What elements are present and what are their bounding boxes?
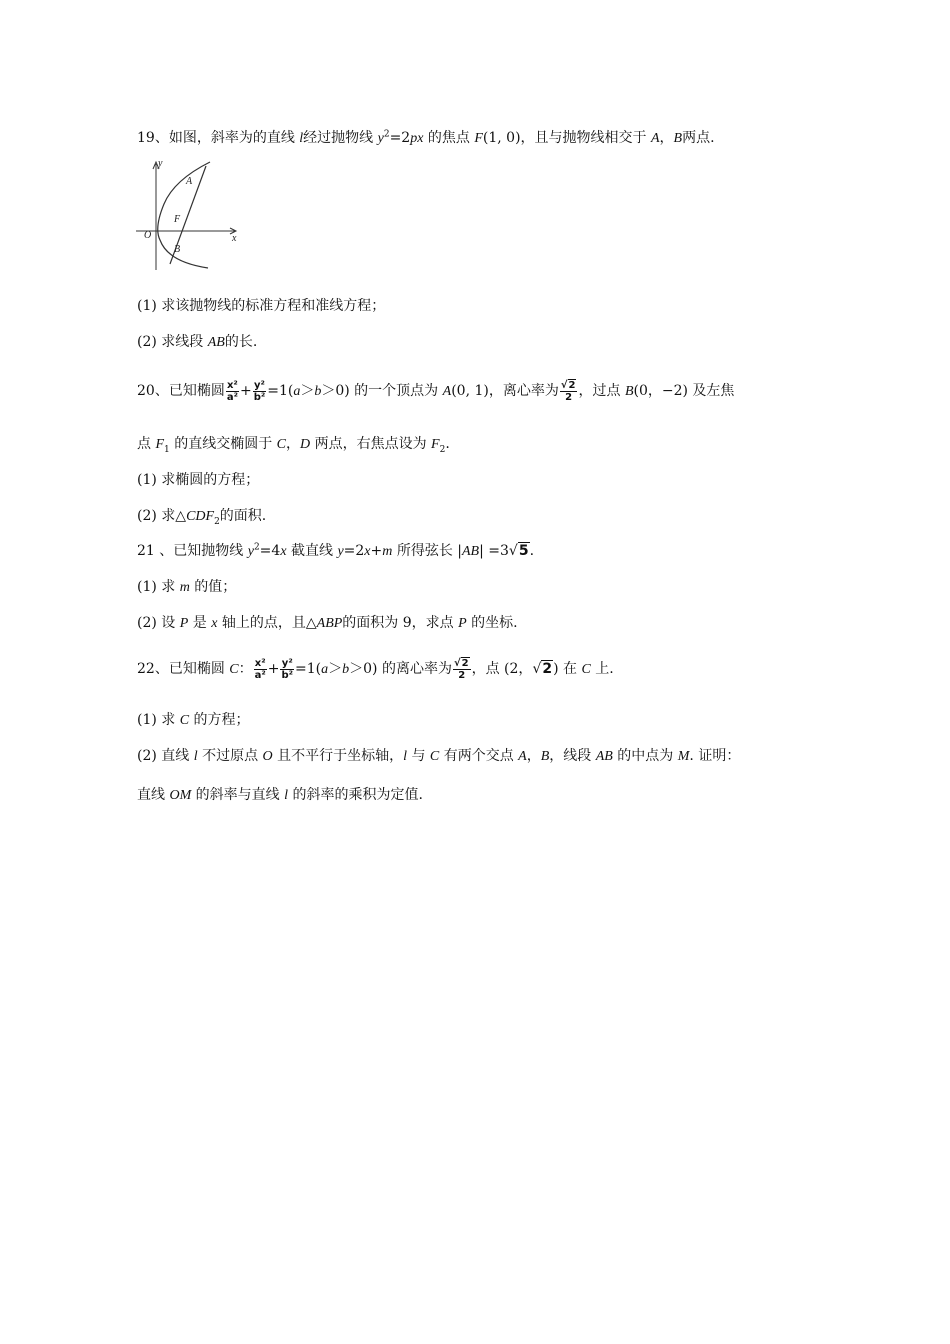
- text: (1) 求: [137, 712, 180, 728]
- var-ABP: ABP: [316, 616, 343, 631]
- text: ＞0) 的离心率为: [349, 661, 452, 677]
- text: 直线: [137, 787, 170, 803]
- numerator: x²: [226, 379, 238, 391]
- text: 经过抛物线: [303, 130, 378, 146]
- var-a: a: [293, 384, 301, 399]
- numerator: [453, 658, 471, 670]
- text: 两点，右焦点设为: [310, 436, 432, 452]
- fraction-x2-a2: [254, 658, 267, 681]
- var-C: C: [179, 713, 190, 728]
- var-AB: AB: [595, 749, 613, 764]
- q22-part1: [137, 710, 250, 731]
- text: (1) 求: [137, 579, 180, 595]
- text: ＞0) 的一个顶点为: [321, 383, 443, 399]
- var-b: b: [342, 662, 350, 677]
- var-l: l: [284, 788, 289, 803]
- var-a: a: [321, 662, 329, 677]
- text: ，: [286, 436, 300, 452]
- var-B: B: [624, 384, 634, 399]
- q22-part2: [137, 746, 740, 767]
- text: +: [370, 543, 383, 559]
- sqrt-5: √5: [508, 543, 529, 559]
- numerator: x²: [254, 657, 266, 669]
- var-AB: AB: [462, 544, 480, 559]
- text: 20、已知椭圆: [137, 383, 225, 399]
- text: 截直线: [286, 543, 338, 559]
- var-x: x: [280, 544, 287, 559]
- var-l: l: [299, 131, 304, 146]
- q19-part1: (1) 求该抛物线的标准方程和准线方程；: [137, 298, 386, 314]
- text: 有两个交点: [439, 748, 519, 764]
- text: 的斜率与直线: [191, 787, 285, 803]
- numerator: y²: [254, 379, 265, 391]
- text: +: [239, 383, 252, 399]
- var-m: m: [179, 580, 190, 595]
- text: ＞: [300, 383, 315, 399]
- text: =4: [259, 543, 281, 559]
- var-A: A: [518, 749, 527, 764]
- text: | =3: [479, 543, 509, 559]
- text: .: [529, 543, 535, 559]
- denominator: b²: [253, 391, 266, 403]
- fraction-y2-b2: [253, 380, 267, 403]
- var-CDF: CDF: [186, 509, 215, 524]
- q22-part2-line2: [137, 785, 423, 806]
- text: 的斜率的乘积为定值.: [288, 787, 423, 803]
- denominator: b²: [281, 669, 294, 681]
- var-F1: F: [155, 437, 165, 452]
- text: +: [267, 661, 280, 677]
- text: ，: [659, 130, 674, 146]
- text: =1(: [267, 383, 294, 399]
- var-A: A: [442, 384, 452, 399]
- parabola-figure: [136, 158, 242, 270]
- radicand: 2: [542, 661, 553, 677]
- text: ，点 (2，: [471, 661, 533, 677]
- text: ，线段: [549, 748, 596, 764]
- text: 的中点为: [612, 748, 678, 764]
- text: 的直线交椭圆于: [169, 436, 277, 452]
- text: (2) 设: [137, 615, 180, 631]
- denominator: 2: [458, 669, 466, 681]
- var-B: B: [673, 131, 683, 146]
- label-x: x: [232, 233, 237, 244]
- label-A: A: [186, 176, 193, 187]
- q21-part1: [137, 577, 236, 598]
- fraction-x2-a2: [226, 380, 239, 403]
- text: . 证明：: [689, 748, 741, 764]
- var-F2: F: [431, 437, 440, 452]
- q20-stem-line2: [137, 434, 450, 455]
- sqrt: √2: [453, 657, 469, 669]
- numerator: y²: [281, 657, 293, 669]
- var-y: y: [337, 544, 344, 559]
- text: (0，−2): [633, 383, 688, 399]
- label-y: y: [158, 158, 163, 169]
- denominator: a²: [254, 669, 266, 681]
- sqrt: √2: [560, 379, 576, 391]
- text: =2: [389, 130, 411, 146]
- var-F: F: [474, 131, 483, 146]
- fraction-sqrt2-2: [560, 380, 578, 403]
- text: (2) 求△: [137, 508, 187, 524]
- text: 上.: [590, 661, 614, 677]
- var-A: A: [650, 131, 660, 146]
- q19-part2: [137, 332, 257, 353]
- var-M: M: [677, 749, 690, 764]
- sqrt-2: √2: [532, 661, 553, 677]
- text: 及左焦: [687, 383, 735, 399]
- var-AB: AB: [207, 335, 225, 350]
- var-x: x: [364, 544, 371, 559]
- text: =2: [343, 543, 365, 559]
- text: ，: [526, 748, 541, 764]
- text: 轴上的点，且△: [217, 615, 317, 631]
- subscript: 2: [439, 444, 446, 455]
- fraction-y2-b2: [280, 658, 294, 681]
- label-F: F: [174, 214, 181, 225]
- exponent: 2: [383, 129, 390, 140]
- var-P: P: [179, 616, 189, 631]
- text: 的坐标.: [466, 615, 518, 631]
- text: 的长.: [224, 334, 258, 350]
- var-l: l: [403, 749, 407, 764]
- text: 所得弦长 |: [392, 543, 462, 559]
- exponent: 2: [253, 542, 260, 553]
- var-P: P: [458, 616, 467, 631]
- text: 不过原点: [197, 748, 263, 764]
- text: 的值；: [189, 579, 237, 595]
- var-O: O: [262, 749, 273, 764]
- var-C: C: [276, 437, 286, 452]
- text: .: [445, 436, 450, 452]
- radicand: 2: [461, 657, 469, 669]
- denominator: 2: [565, 391, 573, 403]
- text: 是: [188, 615, 212, 631]
- var-C: C: [429, 749, 440, 764]
- text: 两点.: [682, 130, 715, 146]
- q20-part1: (1) 求椭圆的方程；: [137, 472, 260, 488]
- numerator: [560, 380, 578, 392]
- radicand: 5: [518, 543, 529, 559]
- text: ＞: [328, 661, 343, 677]
- var-m: m: [382, 544, 393, 559]
- text: ) 在: [553, 661, 582, 677]
- text: 的焦点: [423, 130, 475, 146]
- var-px: px: [410, 131, 424, 146]
- radicand: 2: [568, 379, 576, 391]
- label-B: B: [174, 244, 181, 255]
- text: 的方程；: [189, 712, 250, 728]
- text: (1, 0): [482, 130, 521, 146]
- text: ：: [238, 661, 253, 677]
- text: 21 、已知抛物线: [137, 543, 248, 559]
- text: (2) 求线段: [137, 334, 208, 350]
- q20-part2: [137, 506, 266, 527]
- text: 19、如图，斜率为的直线: [137, 130, 300, 146]
- var-l: l: [193, 749, 198, 764]
- denominator: a²: [226, 391, 238, 403]
- text: 的面积为 9，求点: [342, 615, 459, 631]
- q19-stem: [137, 128, 715, 149]
- text: 的面积.: [219, 508, 267, 524]
- text: 点: [137, 436, 156, 452]
- var-B: B: [540, 749, 550, 764]
- var-y: y: [377, 131, 384, 146]
- var-D: D: [300, 437, 311, 452]
- text: 22、已知椭圆: [137, 661, 230, 677]
- var-C: C: [229, 662, 239, 677]
- subscript: 1: [164, 444, 170, 455]
- text: 与: [407, 748, 430, 764]
- text: ，离心率为: [488, 383, 559, 399]
- label-O: O: [144, 230, 152, 241]
- text: (2) 直线: [137, 748, 194, 764]
- text: ，且与抛物线相交于: [520, 130, 651, 146]
- text: 且不平行于坐标轴，: [272, 748, 404, 764]
- var-x: x: [211, 616, 218, 631]
- q22-stem: [137, 656, 614, 683]
- q21-part2: [137, 613, 518, 634]
- text: (0, 1): [451, 383, 489, 399]
- subscript: 2: [214, 516, 220, 527]
- fraction-sqrt2-2: [453, 658, 471, 681]
- q21-stem: [137, 541, 534, 562]
- text: =1(: [295, 661, 322, 677]
- text: ，过点: [578, 383, 625, 399]
- var-b: b: [314, 384, 322, 399]
- var-y: y: [247, 544, 254, 559]
- q20-stem: [137, 378, 734, 405]
- var-OM: OM: [169, 788, 192, 803]
- var-C: C: [581, 662, 591, 677]
